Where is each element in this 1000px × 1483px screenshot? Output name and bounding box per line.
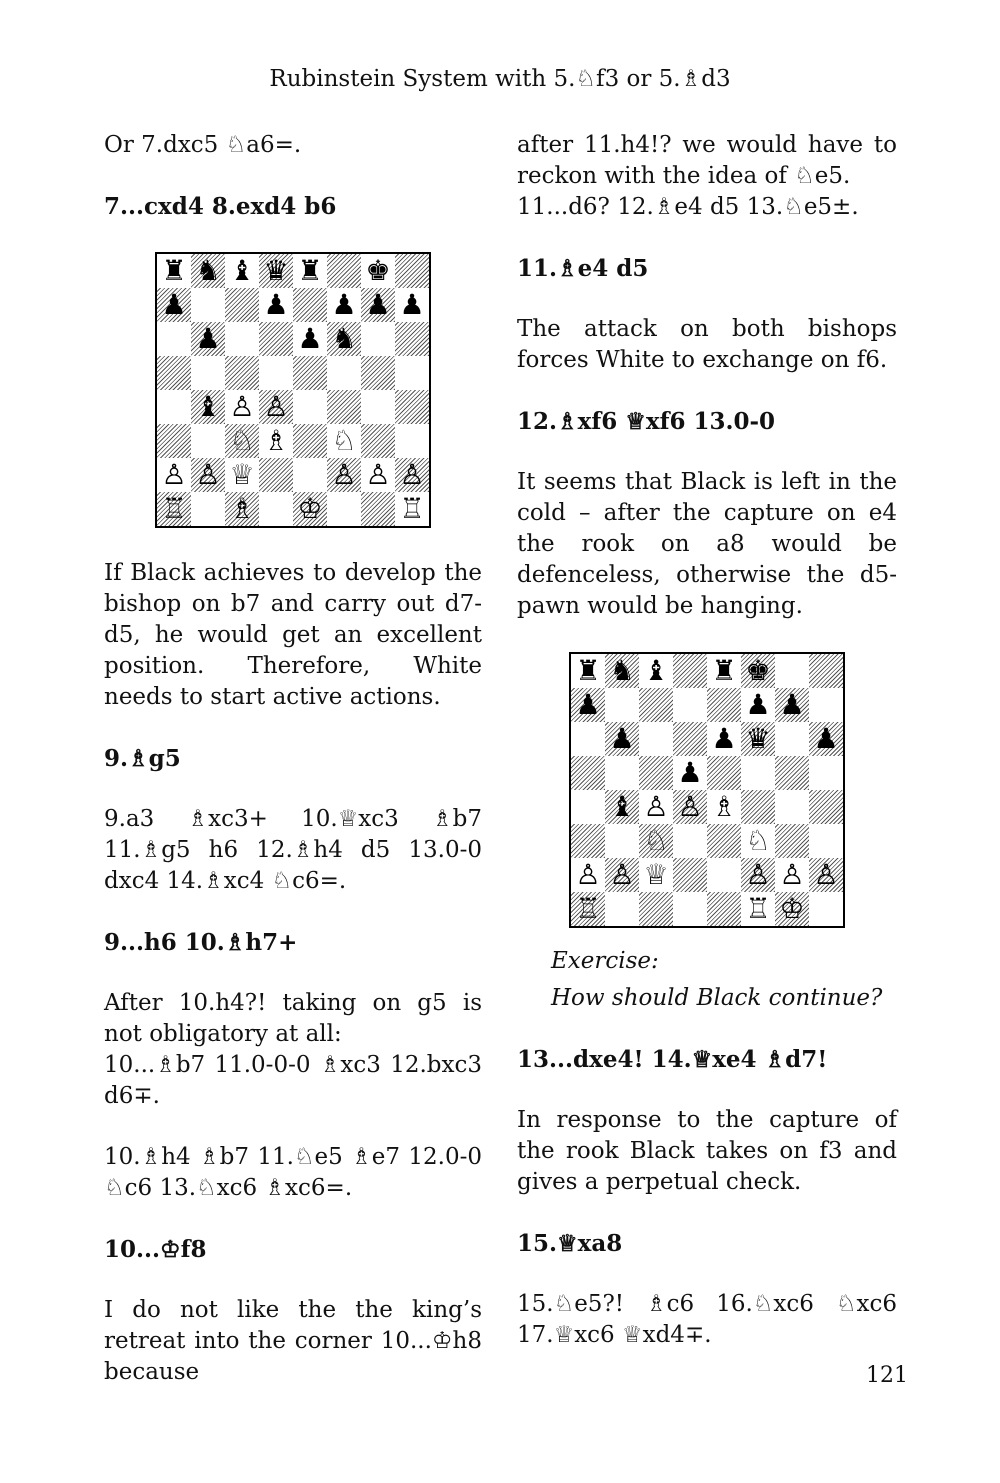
board-square bbox=[361, 254, 395, 288]
running-header: Rubinstein System with 5.♘f3 or 5.♗d3 bbox=[269, 66, 731, 92]
chess-piece: ♔ bbox=[779, 892, 805, 925]
chess-piece: ♟ bbox=[779, 688, 805, 721]
board-square bbox=[605, 790, 639, 824]
chess-piece: ♛ bbox=[263, 254, 289, 287]
chess-piece: ♟ bbox=[575, 688, 601, 721]
chess-piece: ♜ bbox=[575, 654, 601, 687]
board-square bbox=[191, 424, 225, 458]
board-square bbox=[741, 892, 775, 926]
board-square bbox=[259, 390, 293, 424]
board-square bbox=[605, 858, 639, 892]
chess-piece: ♟ bbox=[365, 288, 391, 321]
board-square bbox=[639, 858, 673, 892]
chess-piece: ♘ bbox=[229, 424, 255, 457]
chess-piece: ♖ bbox=[745, 892, 771, 925]
board-square bbox=[361, 458, 395, 492]
board-square bbox=[225, 356, 259, 390]
board-square bbox=[327, 356, 361, 390]
paragraph: If Black achieves to develop the bishop on b7 and carry out d7-d5, he would get an excellent position. Therefore, White needs to start active actions. bbox=[104, 560, 482, 710]
paragraph: 10.♗h4 ♗b7 11.♘e5 ♗e7 12.0-0 ♘c6 13.♘xc6 ♗xc6=. bbox=[104, 1144, 482, 1201]
board-square bbox=[809, 892, 843, 926]
chess-piece: ♗ bbox=[711, 790, 737, 823]
board-square bbox=[293, 356, 327, 390]
left-column bbox=[104, 130, 482, 1418]
board-square bbox=[775, 688, 809, 722]
paragraph: After 10.h4?! taking on g5 is not obligatory at all: bbox=[104, 990, 482, 1047]
chessboard bbox=[155, 252, 431, 528]
board-square bbox=[571, 824, 605, 858]
chess-piece: ♟ bbox=[195, 322, 221, 355]
board-square bbox=[809, 756, 843, 790]
chess-piece: ♟ bbox=[745, 688, 771, 721]
chess-piece: ♟ bbox=[161, 288, 187, 321]
board-square bbox=[741, 756, 775, 790]
board-square bbox=[639, 654, 673, 688]
board-square bbox=[395, 458, 429, 492]
board-square bbox=[775, 824, 809, 858]
chess-piece: ♜ bbox=[711, 654, 737, 687]
board-square bbox=[259, 356, 293, 390]
board-square bbox=[327, 390, 361, 424]
board-square bbox=[361, 288, 395, 322]
board-square bbox=[225, 288, 259, 322]
board-square bbox=[707, 824, 741, 858]
chess-piece: ♖ bbox=[399, 492, 425, 525]
board-square bbox=[605, 824, 639, 858]
board-square bbox=[191, 254, 225, 288]
chess-piece: ♕ bbox=[229, 458, 255, 491]
board-square bbox=[707, 790, 741, 824]
move-heading: 15.♕xa8 bbox=[517, 1230, 623, 1257]
chess-piece: ♙ bbox=[779, 858, 805, 891]
board-square bbox=[157, 288, 191, 322]
board-square bbox=[293, 424, 327, 458]
move-heading: 10...♔f8 bbox=[104, 1236, 207, 1263]
board-square bbox=[639, 756, 673, 790]
paragraph: It seems that Black is left in the cold – after the capture on e4 the rook on a8 would be defenceless, otherwise the d5-pawn would be hanging. bbox=[517, 469, 897, 619]
chess-piece: ♟ bbox=[609, 722, 635, 755]
board-square bbox=[395, 424, 429, 458]
board-square bbox=[157, 492, 191, 526]
board-square bbox=[673, 892, 707, 926]
board-square bbox=[673, 790, 707, 824]
board-square bbox=[809, 654, 843, 688]
board-square bbox=[259, 492, 293, 526]
board-square bbox=[225, 254, 259, 288]
board-square bbox=[361, 322, 395, 356]
board-square bbox=[293, 254, 327, 288]
board-square bbox=[639, 722, 673, 756]
chess-piece: ♙ bbox=[745, 858, 771, 891]
board-square bbox=[673, 824, 707, 858]
board-square bbox=[259, 458, 293, 492]
board-square bbox=[259, 322, 293, 356]
board-square bbox=[605, 756, 639, 790]
board-square bbox=[571, 722, 605, 756]
page-number: 121 bbox=[866, 1363, 908, 1388]
board-square bbox=[571, 892, 605, 926]
board-square bbox=[673, 722, 707, 756]
chess-diagram-2 bbox=[517, 652, 897, 928]
chess-piece: ♝ bbox=[229, 254, 255, 287]
exercise-question: How should Black continue? bbox=[551, 985, 883, 1011]
paragraph: I do not like the the king’s retreat into the corner 10...♔h8 because bbox=[104, 1297, 482, 1385]
board-square bbox=[741, 688, 775, 722]
board-square bbox=[809, 722, 843, 756]
board-square bbox=[707, 858, 741, 892]
paragraph: 11...d6? 12.♗e4 d5 13.♘e5±. bbox=[517, 194, 859, 220]
board-square bbox=[571, 688, 605, 722]
chess-piece: ♔ bbox=[297, 492, 323, 525]
board-square bbox=[225, 492, 259, 526]
right-column bbox=[517, 130, 897, 1381]
paragraph: 9.a3 ♗xc3+ 10.♕xc3 ♗b7 11.♗g5 h6 12.♗h4 d5 13.0-0 dxc4 14.♗xc4 ♘c6=. bbox=[104, 806, 482, 894]
board-square bbox=[191, 356, 225, 390]
board-square bbox=[741, 790, 775, 824]
board-square bbox=[191, 288, 225, 322]
board-square bbox=[639, 688, 673, 722]
board-square bbox=[673, 688, 707, 722]
board-square bbox=[157, 424, 191, 458]
board-square bbox=[225, 458, 259, 492]
chessboard bbox=[569, 652, 845, 928]
board-square bbox=[327, 424, 361, 458]
move-heading: 13...dxe4! 14.♕xe4 ♗d7! bbox=[517, 1046, 828, 1073]
board-square bbox=[741, 858, 775, 892]
chess-piece: ♚ bbox=[745, 654, 771, 687]
chess-piece: ♙ bbox=[813, 858, 839, 891]
chess-piece: ♘ bbox=[331, 424, 357, 457]
move-heading: 11.♗e4 d5 bbox=[517, 255, 649, 282]
move-heading: 9.♗g5 bbox=[104, 745, 181, 772]
board-square bbox=[157, 458, 191, 492]
chess-piece: ♘ bbox=[745, 824, 771, 857]
board-square bbox=[809, 790, 843, 824]
board-square bbox=[775, 654, 809, 688]
paragraph: In response to the capture of the rook Black takes on f3 and gives a perpetual check. bbox=[517, 1107, 897, 1195]
board-square bbox=[361, 390, 395, 424]
board-square bbox=[571, 790, 605, 824]
board-square bbox=[639, 824, 673, 858]
board-square bbox=[293, 458, 327, 492]
board-square bbox=[605, 688, 639, 722]
board-square bbox=[395, 254, 429, 288]
board-square bbox=[259, 424, 293, 458]
board-square bbox=[327, 288, 361, 322]
paragraph: The attack on both bishops forces White to exchange on f6. bbox=[517, 316, 897, 373]
board-square bbox=[707, 892, 741, 926]
board-square bbox=[191, 492, 225, 526]
board-square bbox=[571, 756, 605, 790]
board-square bbox=[775, 722, 809, 756]
board-square bbox=[225, 424, 259, 458]
chess-piece: ♙ bbox=[263, 390, 289, 423]
board-square bbox=[225, 322, 259, 356]
chess-piece: ♟ bbox=[297, 322, 323, 355]
paragraph: Or 7.dxc5 ♘a6=. bbox=[104, 132, 302, 158]
chess-piece: ♙ bbox=[609, 858, 635, 891]
chess-piece: ♗ bbox=[229, 492, 255, 525]
move-heading: 7...cxd4 8.exd4 b6 bbox=[104, 193, 337, 220]
board-square bbox=[707, 654, 741, 688]
board-square bbox=[191, 390, 225, 424]
board-square bbox=[639, 790, 673, 824]
chess-piece: ♜ bbox=[297, 254, 323, 287]
chess-piece: ♚ bbox=[365, 254, 391, 287]
board-square bbox=[225, 390, 259, 424]
chess-piece: ♖ bbox=[575, 892, 601, 925]
board-square bbox=[395, 356, 429, 390]
board-square bbox=[605, 892, 639, 926]
board-square bbox=[571, 858, 605, 892]
chess-piece: ♖ bbox=[161, 492, 187, 525]
board-square bbox=[775, 790, 809, 824]
chess-piece: ♙ bbox=[195, 458, 221, 491]
board-square bbox=[293, 288, 327, 322]
board-square bbox=[293, 390, 327, 424]
chess-piece: ♙ bbox=[331, 458, 357, 491]
chess-piece: ♟ bbox=[813, 722, 839, 755]
board-square bbox=[707, 756, 741, 790]
chess-piece: ♝ bbox=[643, 654, 669, 687]
board-square bbox=[741, 654, 775, 688]
board-square bbox=[259, 254, 293, 288]
chess-piece: ♞ bbox=[331, 322, 357, 355]
board-square bbox=[327, 458, 361, 492]
board-square bbox=[707, 722, 741, 756]
board-square bbox=[605, 654, 639, 688]
chess-piece: ♝ bbox=[195, 390, 221, 423]
chess-piece: ♟ bbox=[711, 722, 737, 755]
board-square bbox=[809, 688, 843, 722]
chess-diagram-1 bbox=[104, 252, 482, 528]
board-square bbox=[809, 858, 843, 892]
board-square bbox=[707, 688, 741, 722]
board-square bbox=[605, 722, 639, 756]
board-square bbox=[809, 824, 843, 858]
board-square bbox=[361, 356, 395, 390]
board-square bbox=[157, 356, 191, 390]
board-square bbox=[327, 492, 361, 526]
board-square bbox=[571, 654, 605, 688]
chess-piece: ♝ bbox=[609, 790, 635, 823]
chess-piece: ♞ bbox=[609, 654, 635, 687]
board-square bbox=[157, 390, 191, 424]
chess-piece: ♙ bbox=[399, 458, 425, 491]
board-square bbox=[259, 288, 293, 322]
board-square bbox=[157, 254, 191, 288]
chess-piece: ♗ bbox=[263, 424, 289, 457]
board-square bbox=[395, 288, 429, 322]
exercise-box bbox=[517, 946, 897, 1014]
exercise-label: Exercise: bbox=[551, 948, 659, 974]
paragraph: 10...♗b7 11.0-0-0 ♗xc3 12.bxc3 d6∓. bbox=[104, 1052, 482, 1109]
board-square bbox=[639, 892, 673, 926]
chess-piece: ♟ bbox=[263, 288, 289, 321]
chess-piece: ♜ bbox=[161, 254, 187, 287]
chess-piece: ♙ bbox=[161, 458, 187, 491]
chess-piece: ♙ bbox=[229, 390, 255, 423]
chess-piece: ♘ bbox=[643, 824, 669, 857]
board-square bbox=[157, 322, 191, 356]
chess-piece: ♙ bbox=[575, 858, 601, 891]
chess-piece: ♙ bbox=[643, 790, 669, 823]
board-square bbox=[395, 322, 429, 356]
board-square bbox=[327, 322, 361, 356]
board-square bbox=[741, 722, 775, 756]
chess-piece: ♞ bbox=[195, 254, 221, 287]
chess-piece: ♛ bbox=[745, 722, 771, 755]
paragraph: after 11.h4!? we would have to reckon with the idea of ♘e5. bbox=[517, 132, 897, 189]
chess-piece: ♙ bbox=[677, 790, 703, 823]
paragraph: 15.♘e5?! ♗c6 16.♘xc6 ♘xc6 17.♕xc6 ♕xd4∓. bbox=[517, 1291, 897, 1348]
board-square bbox=[673, 756, 707, 790]
chess-piece: ♟ bbox=[399, 288, 425, 321]
board-square bbox=[673, 858, 707, 892]
board-square bbox=[395, 390, 429, 424]
board-square bbox=[361, 424, 395, 458]
board-square bbox=[191, 458, 225, 492]
board-square bbox=[395, 492, 429, 526]
board-square bbox=[191, 322, 225, 356]
board-square bbox=[293, 492, 327, 526]
board-square bbox=[293, 322, 327, 356]
chess-piece: ♙ bbox=[365, 458, 391, 491]
board-square bbox=[673, 654, 707, 688]
board-square bbox=[775, 858, 809, 892]
board-square bbox=[327, 254, 361, 288]
chess-piece: ♟ bbox=[677, 756, 703, 789]
chess-piece: ♟ bbox=[331, 288, 357, 321]
chess-piece: ♕ bbox=[643, 858, 669, 891]
board-square bbox=[775, 892, 809, 926]
board-square bbox=[741, 824, 775, 858]
board-square bbox=[361, 492, 395, 526]
move-heading: 12.♗xf6 ♕xf6 13.0-0 bbox=[517, 408, 776, 435]
board-square bbox=[775, 756, 809, 790]
move-heading: 9...h6 10.♗h7+ bbox=[104, 929, 298, 956]
